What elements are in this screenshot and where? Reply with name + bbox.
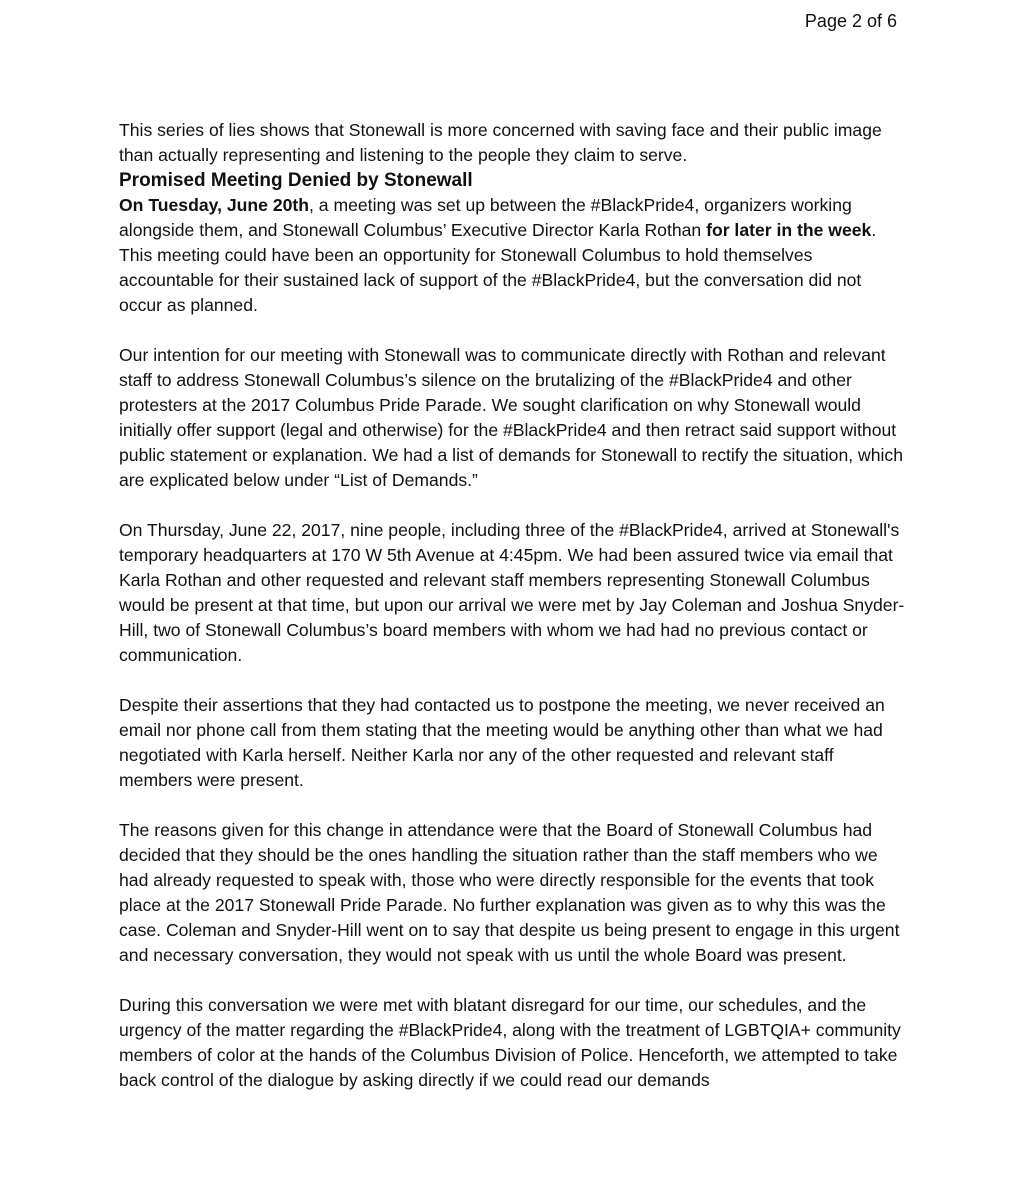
paragraph-disregard: During this conversation we were met with blatant disregard for our time, our schedules, and the urgency of the matter regarding the #BlackPride4, along with the treatment of LGBTQIA+ community members of color at the hands of the Columbus Division of Police. Henceforth, we attempted to take back control of the dialogue by asking directly if we could read our demands — [119, 995, 901, 1090]
paragraph-arrival: On Thursday, June 22, 2017, nine people, including three of the #BlackPride4, arrived at Stonewall's temporary headquarters at 170 W 5th Avenue at 4:45pm. We had been assured twice via email that Karla Rothan and other requested and relevant staff members representing Stonewall Columbus would be present at that time, but upon our arrival we were met by Jay Coleman and Joshua Snyder-Hill, two of Stonewall Columbus’s board members with whom we had had no previous contact or communication. — [119, 520, 905, 665]
paragraph-intention: Our intention for our meeting with Stonewall was to communicate directly with Rothan and relevant staff to address Stonewall Columbus’s silence on the brutalizing of the #BlackPride4 and other protesters at the 2017 Columbus Pride Parade. We sought clarification on why Stonewall would initially offer support (legal and otherwise) for the #BlackPride4 and then retract said support without public statement or explanation. We had a list of demands for Stonewall to rectify the situation, which are explicated below under “List of Demands.” — [119, 345, 903, 490]
date-lead: On Tuesday, June 20th — [119, 195, 309, 215]
paragraph-text: , a meeting was set up between the #BlackPride4, organizers working alongside them, and Stonewall Columbus’ Executive Director Karla Rothan — [119, 195, 852, 240]
page-number: Page 2 of 6 — [804, 11, 897, 31]
paragraph-text: . This meeting could have been an opportunity for Stonewall Columbus to hold themselves accountable for their sustained lack of support of the #BlackPride4, but the conversation did not occur as planned. — [119, 220, 877, 315]
section-heading: Promised Meeting Denied by Stonewall — [119, 170, 473, 191]
emphasis-text: for later in the week — [706, 220, 872, 240]
paragraph-attendance-change: The reasons given for this change in attendance were that the Board of Stonewall Columbus had decided that they should be the ones handling the situation rather than the staff members who we had already requested to speak with, those who were directly responsible for the events that took place at the 2017 Stonewall Pride Parade. No further explanation was given as to why this was the case. Coleman and Snyder-Hill went on to say that despite us being present to engage in this urgent and necessary conversation, they would not speak with us until the whole Board was present. — [119, 820, 900, 965]
document-body — [119, 118, 909, 1093]
paragraph-meeting-setup — [119, 193, 909, 318]
paragraph-postpone: Despite their assertions that they had contacted us to postpone the meeting, we never received an email nor phone call from them stating that the meeting would be anything other than what we had negotiated with Karla herself. Neither Karla nor any of the other requested and relevant staff members were present. — [119, 695, 885, 790]
intro-paragraph: This series of lies shows that Stonewall is more concerned with saving face and their public image than actually representing and listening to the people they claim to serve. — [119, 120, 882, 165]
